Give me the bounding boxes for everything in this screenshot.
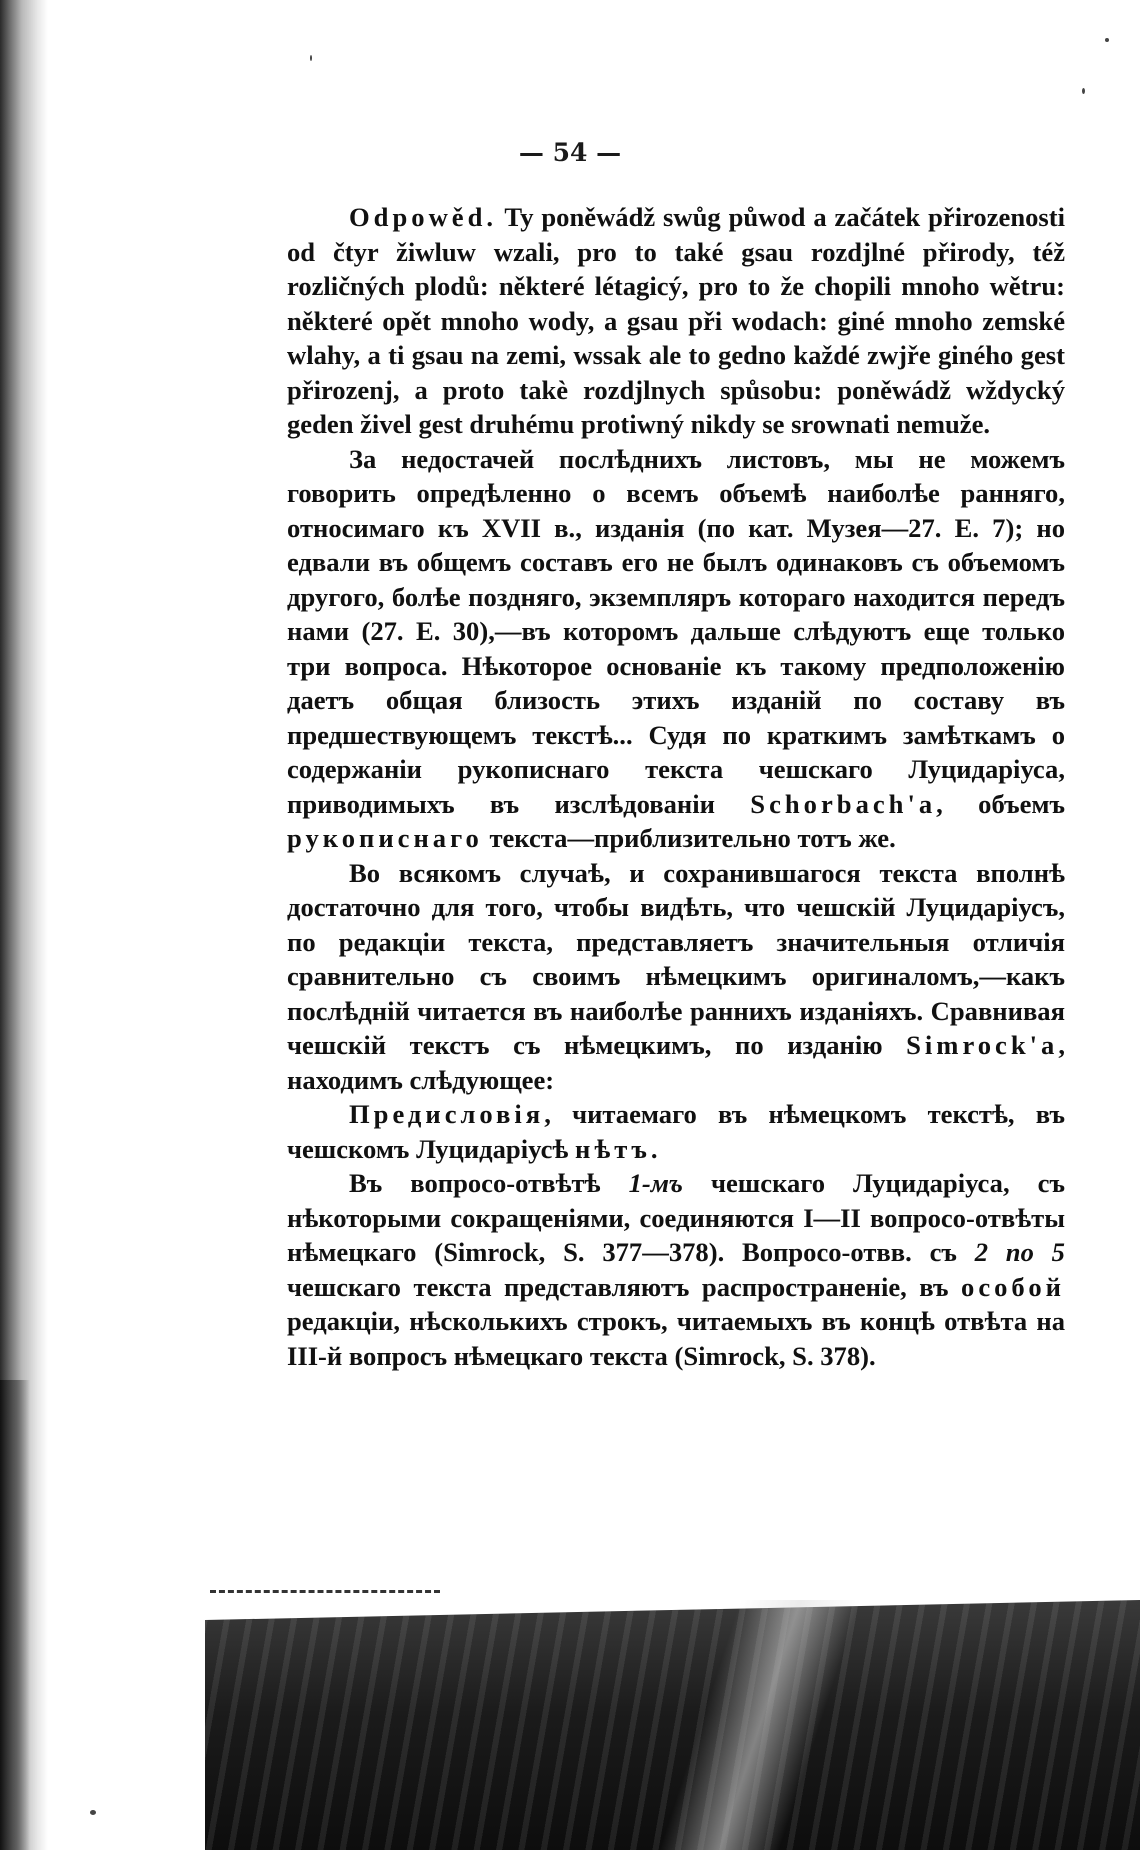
italic-range: 2 по 5 — [974, 1237, 1065, 1267]
paragraph-answers — [287, 1166, 1065, 1373]
paragraph-extent-text-3: текста—приблизительно тотъ же. — [482, 823, 896, 853]
emphasis-special: особой — [961, 1271, 1065, 1302]
absent-word: нѣтъ — [575, 1133, 651, 1164]
paragraph-comparison — [287, 856, 1065, 1098]
scan-dash-line — [210, 1590, 440, 1593]
paragraph-answers-text-4: редакціи, нѣсколькихъ строкъ, читаемыхъ въ концѣ отвѣта на III-й вопросъ нѣмецкаго текста (Simrock, S. 378). — [287, 1306, 1065, 1371]
paragraph-extent-text-1: За недостачей послѣднихъ листовъ, мы не можемъ говорить опредѣленно о всемъ объемѣ наиболѣе ранняго, относимаго къ XVII в., изданія (по кат. Музея—27. Е. 7); но едвали въ общемъ составъ его не былъ одинаковъ съ объемомъ другого, болѣе поздняго, экземпляръ котораго находится передъ нами (27. Е. 30),—въ которомъ дальше слѣдуютъ еще только три вопроса. Нѣкоторое основаніе къ такому предположенію даетъ общая близость этихъ изданій по составу въ предшествующемъ текстѣ... Судя по краткимъ замѣткамъ о содержаніи рукописнаго текста чешскаго Луцидаріуса, приводимыхъ въ изслѣдованіи — [287, 443, 1065, 819]
paragraph-answers-text-1: Въ вопросо-отвѣтѣ — [349, 1168, 629, 1198]
scan-speck — [1082, 88, 1085, 94]
author-schorbach: Schorbach'a — [750, 788, 937, 819]
paragraph-answers-text-2: чешскаго Луцидаріуса, съ нѣкоторыми сокращеніями, соединяются I—II вопросо-отвѣты нѣмецкаго (Simrock, S. 377—378). Вопросо-отвв. съ — [287, 1168, 1065, 1267]
paragraph-extent-text-2: , объемъ — [936, 788, 1066, 819]
author-simrock: Simrock'a — [906, 1030, 1059, 1060]
paragraph-answers-text-3: чешскаго текста представляютъ распространеніе, въ — [287, 1271, 962, 1302]
paragraph-preface-text-2: . — [650, 1133, 658, 1164]
binding-shadow — [0, 1380, 30, 1850]
italic-first: 1-мъ — [628, 1168, 683, 1198]
scan-speck — [310, 55, 312, 61]
page-body — [287, 200, 1065, 1373]
paragraph-preface-text-1: , читаемаго въ нѣмецкомъ текстѣ, въ чешскомъ Луцидаріусѣ — [287, 1099, 1065, 1164]
scan-speck — [1105, 38, 1109, 42]
emphasis-manuscript: рукописнаго — [287, 823, 483, 853]
page-number: — 54 — — [518, 138, 622, 167]
paragraph-comparison-text-1: Во всякомъ случаѣ, и сохранившагося текста вполнѣ достаточно для того, чтобы видѣть, что чешскій Луцидаріусъ, по редакціи текста, представляетъ значительныя отличія сравнительно съ своимъ нѣмецкимъ оригиналомъ,—какъ послѣдній читается въ наиболѣе раннихъ изданіяхъ. Сравнивая чешскій текстъ съ нѣмецкимъ, по изданію — [287, 857, 1065, 1060]
paragraph-extent — [287, 442, 1065, 856]
czech-answer-label: Odpowěd. — [349, 202, 498, 232]
preface-word: Предисловія — [349, 1099, 545, 1129]
paragraph-preface — [287, 1097, 1065, 1166]
paragraph-comparison-text-2: , находимъ слѣдующее: — [287, 1030, 1065, 1095]
czech-quote-paragraph — [287, 200, 1065, 442]
czech-quote-text: Ty poněwádž swůg půwod a začátek přirozenosti od čtyr žiwluw wzali, pro to také gsau rozdjlné přirody, též rozličných plodů: některé létagicý, pro to že chopili mnoho wětru: některé opět mnoho wody, a gsau při wodach: giné mnoho zemské wlahy, a ti gsau na zemi, wssak ale to gedno každé zwjře giného gest přirozenj, a proto takè rozdjlnych spůsobu: poněwádž wždycký geden živel gest druhému protiwný nikdy se srownati nemuže. — [287, 202, 1065, 439]
scan-speck — [90, 1810, 96, 1815]
